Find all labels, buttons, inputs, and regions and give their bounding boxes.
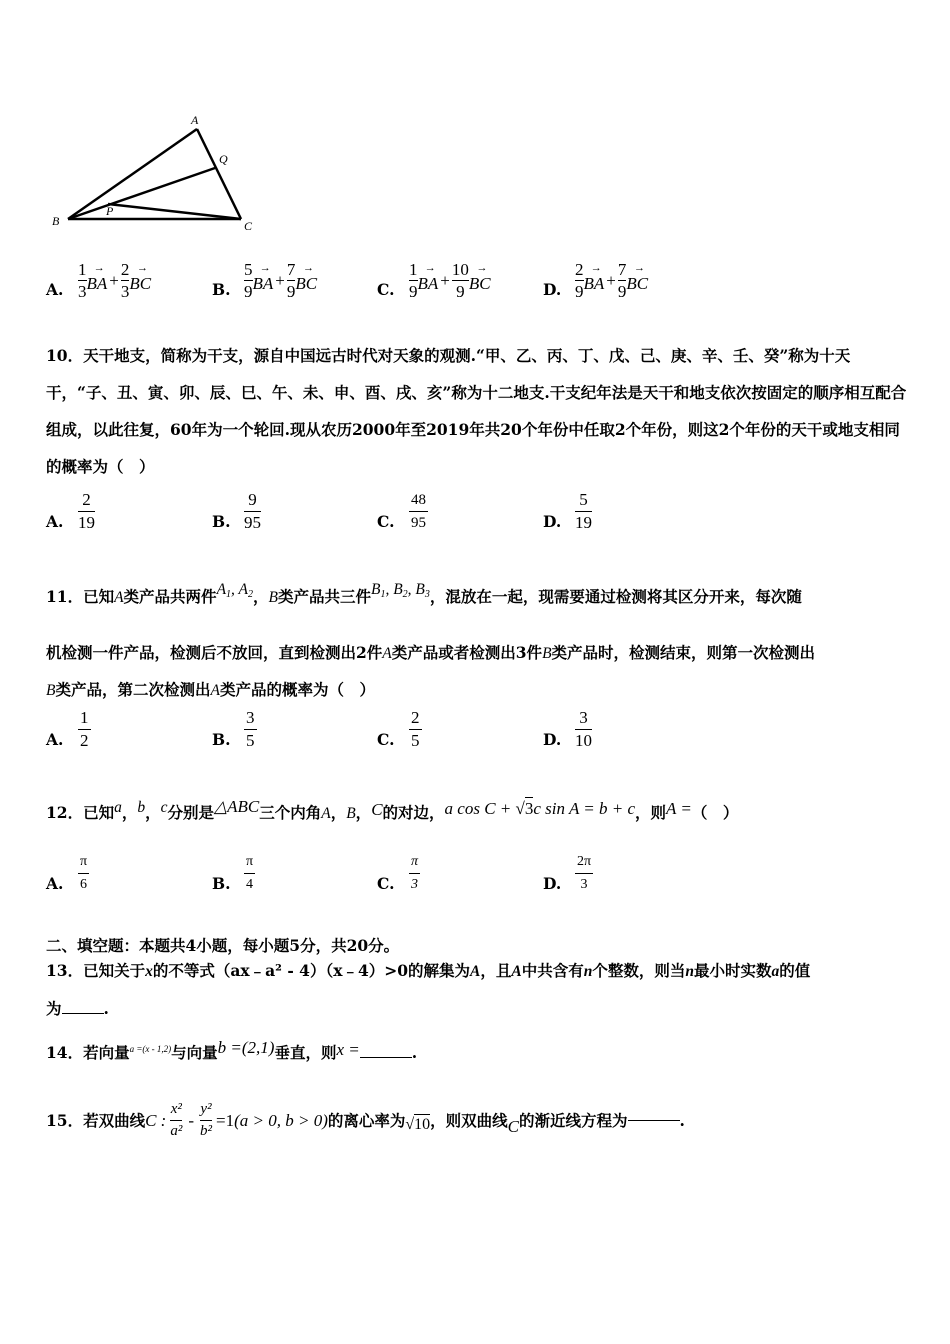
q11-line-1: 11．已知A类产品共两件$A_1$, $A_2$，B类产品共三件$B_1$, $B_2$, $B_3$，混放在一起，现需要通过检测将其区分开来，每次随 [46,581,802,606]
q9-options: A. 1 3 → BA + 2 3 → BC B. 5 9 → BA + 7 9 → BC C. 1 9 → BA + 10 9 → BC D. 2 9 → BA + 7 9 → BC [46,258,746,310]
label-P: P [106,204,114,218]
q15-stem: 15．若双曲线 C : x² a² - y² b² =1 (a > 0, b > 0) 的离心率为 √10 ，则双曲线 C 的渐近线方程为 . [46,1100,685,1139]
q11-line-2: 机检测一件产品，检测后不放回，直到检测出2件A类产品或者检测出3件B类产品时，检测结束，则第一次检测出 [46,643,816,662]
edge-AC [197,129,241,219]
segment-PC [108,204,241,219]
label-A: A [191,113,199,127]
q10-stem: 10．天干地支，简称为干支，源自中国远古时代对天象的观测.“甲、乙、丙、丁、戊、己、庚、辛、壬、癸”称为十天干，“子、丑、寅、卯、辰、巳、午、未、申、酉、戌、亥”称为十二地支.干支纪年法是天干和地支依次按固定的顺序相互配合组成，以此往复，60年为一个轮回.现从农历2000年至2019年共20个年份中任取2个年份，则这2个年份的天干或地支相同的概率为（ ） [46,346,907,476]
edge-BA [68,129,197,219]
label-Q: Q [219,152,228,166]
section-title-fill-blank: 二、填空题：本题共4小题，每小题5分，共20分。 [46,936,400,955]
label-B: B [52,214,60,228]
q10-options: A. 2 19 B. 9 95 C. 48 95 D. 5 19 [46,490,592,532]
q14-answer-blank[interactable] [360,1057,412,1058]
q13-stem [46,952,908,1027]
q12-stem: 12．已知a，b，c分别是△ABC三个内角A，B，C的对边，a cos C + √3c sin A = b + c，则A =（ ） [46,797,739,822]
q11-options: A. 1 2 B. 3 5 C. 2 5 D. 3 10 [46,708,592,750]
label-C: C [244,219,253,233]
q13-answer-blank[interactable] [62,1013,104,1014]
q15-answer-blank[interactable] [628,1120,680,1121]
triangle-figure [40,108,280,238]
q13-line-1: 13．已知关于x的不等式（ax﹣a² - 4）（x﹣4）>0的解集为A，且A中共含有n个整数，则当n最小时实数a的值 [46,961,811,980]
segment-BQ [68,168,215,219]
q11-line-3: B类产品，第二次检测出A类产品的概率为（ ） [46,680,375,699]
q12-options: A. π 6 B. π 4 C. π 3 D. 2π 3 [46,854,592,893]
q13-line-2: 为 . [46,999,109,1018]
q11-stem [46,576,908,712]
q14-stem: 14．若向量$^{a =(x - 1,2)}$与向量b =(2,1)垂直，则x = . [46,1038,418,1062]
